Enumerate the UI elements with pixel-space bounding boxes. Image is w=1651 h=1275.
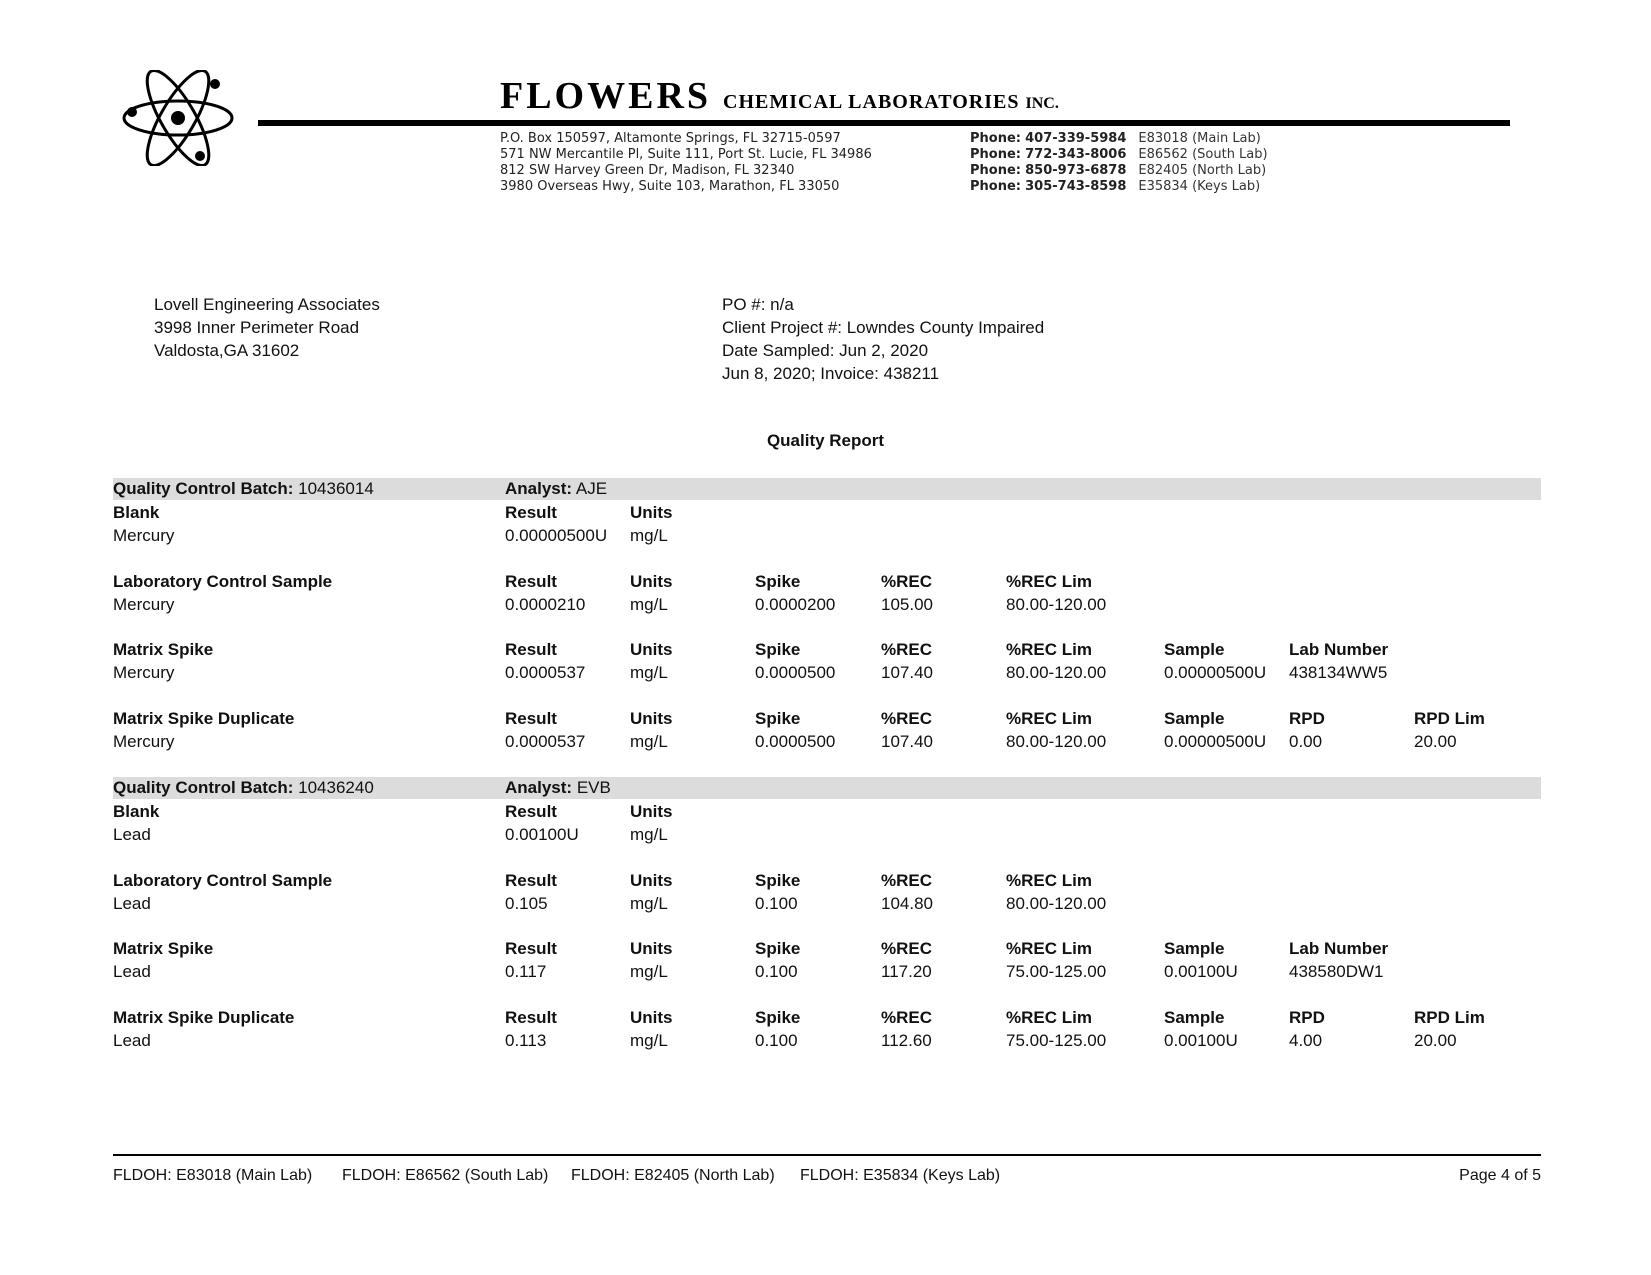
column-header: Blank	[113, 802, 160, 821]
phone-line	[970, 131, 1268, 147]
matrix-spike-header	[0, 937, 1651, 960]
table-cell: Mercury	[113, 663, 175, 682]
column-header: Result	[505, 802, 557, 821]
table-cell: 0.0000200	[755, 595, 836, 614]
batch-id: 10436014	[298, 479, 374, 498]
blank-row	[0, 524, 1651, 547]
column-header: RPD	[1289, 1008, 1325, 1027]
table-cell: 0.00100U	[505, 825, 579, 844]
order-info	[722, 293, 1044, 385]
footer-lab: FLDOH: E86562 (South Lab)	[342, 1167, 549, 1184]
phone-line	[970, 163, 1268, 179]
column-header: Laboratory Control Sample	[113, 572, 333, 591]
table-cell: 0.00000500U	[1164, 663, 1267, 682]
table-cell: mg/L	[630, 732, 668, 751]
table-cell: 0.00000500U	[505, 526, 608, 545]
analyst-name: AJE	[575, 479, 608, 498]
report-title: Quality Report	[766, 431, 885, 450]
column-header: Units	[630, 572, 673, 591]
blank-header	[0, 501, 1651, 524]
column-header: Units	[630, 640, 673, 659]
analyst-info	[505, 478, 607, 500]
laboratory-control-sample-header	[0, 869, 1651, 892]
batch-label: Quality Control Batch:	[113, 778, 294, 797]
phone-label: Phone:	[970, 131, 1021, 146]
table-cell: 112.60	[881, 1031, 932, 1050]
phone-label: Phone:	[970, 147, 1021, 162]
table-cell: 80.00-120.00	[1006, 732, 1107, 751]
batch-id: 10436240	[298, 778, 374, 797]
table-cell: 117.20	[881, 962, 932, 981]
table-cell: Lead	[113, 825, 151, 844]
table-cell: 104.80	[881, 894, 933, 913]
batch-info	[113, 478, 374, 500]
column-header: %REC	[881, 871, 933, 890]
invoice-line: Jun 8, 2020; Invoice: 438211	[722, 364, 940, 383]
column-header: Result	[505, 572, 557, 591]
table-cell: 0.113	[505, 1031, 547, 1050]
batch-label: Quality Control Batch:	[113, 479, 294, 498]
matrix-spike-duplicate-row	[0, 730, 1651, 753]
matrix-spike-duplicate-header	[0, 707, 1651, 730]
table-cell: 438134WW5	[1289, 663, 1388, 682]
phone-lab: E86562 (South Lab)	[1138, 147, 1268, 162]
table-cell: mg/L	[630, 595, 668, 614]
column-header: %REC Lim	[1006, 572, 1092, 591]
column-header: Result	[505, 640, 557, 659]
table-cell: Mercury	[113, 526, 175, 545]
column-header: Spike	[755, 709, 801, 728]
matrix-spike-duplicate-header	[0, 1006, 1651, 1029]
table-cell: 0.00	[1289, 732, 1323, 751]
column-header: RPD	[1289, 709, 1325, 728]
analyst-label: Analyst:	[505, 778, 573, 797]
table-cell: 20.00	[1414, 1031, 1457, 1050]
batch-info	[113, 777, 374, 799]
brand-suffix: INC.	[1025, 95, 1059, 112]
column-header: Spike	[755, 871, 801, 890]
column-header: Matrix Spike Duplicate	[113, 1008, 295, 1027]
client-name: Lovell Engineering Associates	[154, 295, 380, 314]
phone-lab: E82405 (North Lab)	[1138, 163, 1267, 178]
header-rule	[258, 120, 1510, 126]
matrix-spike-row	[0, 661, 1651, 684]
brand-sub: CHEMICAL LABORATORIES	[723, 91, 1020, 113]
column-header: %REC Lim	[1006, 939, 1092, 958]
analyst-info	[505, 777, 611, 799]
atom-logo-icon	[118, 70, 238, 166]
column-header: %REC Lim	[1006, 1008, 1092, 1027]
footer-rule	[113, 1154, 1541, 1156]
footer-lab: FLDOH: E35834 (Keys Lab)	[800, 1167, 1001, 1184]
address-line: 571 NW Mercantile Pl, Suite 111, Port St. Lucie, FL 34986	[500, 147, 872, 162]
column-header: Spike	[755, 640, 801, 659]
column-header: Lab Number	[1289, 640, 1389, 659]
client-city: Valdosta,GA 31602	[154, 341, 300, 360]
column-header: RPD Lim	[1414, 1008, 1485, 1027]
table-cell: 0.117	[505, 962, 547, 981]
address-line: P.O. Box 150597, Altamonte Springs, FL 32715-0597	[500, 131, 841, 146]
phone-number: 407-339-5984	[1025, 131, 1127, 146]
column-header: Matrix Spike Duplicate	[113, 709, 295, 728]
column-header: Result	[505, 709, 557, 728]
table-cell: 0.0000537	[505, 732, 586, 751]
phone-list	[970, 131, 1268, 195]
table-cell: 0.0000537	[505, 663, 586, 682]
phone-number: 305-743-8598	[1025, 179, 1127, 194]
phone-line	[970, 179, 1268, 195]
matrix-spike-row	[0, 960, 1651, 983]
table-cell: 0.100	[755, 894, 798, 913]
column-header: Matrix Spike	[113, 939, 214, 958]
blank-header	[0, 800, 1651, 823]
table-cell: 107.40	[881, 663, 933, 682]
po-number: PO #: n/a	[722, 295, 794, 314]
column-header: Result	[505, 871, 557, 890]
table-cell: 438580DW1	[1289, 962, 1384, 981]
table-cell: Lead	[113, 1031, 151, 1050]
laboratory-control-sample-row	[0, 593, 1651, 616]
table-cell: 0.100	[755, 962, 798, 981]
table-cell: Mercury	[113, 595, 175, 614]
matrix-spike-duplicate-row	[0, 1029, 1651, 1052]
analyst-name: EVB	[576, 778, 611, 797]
table-cell: 0.0000210	[505, 595, 586, 614]
table-cell: 4.00	[1289, 1031, 1323, 1050]
phone-label: Phone:	[970, 179, 1021, 194]
table-cell: 105.00	[881, 595, 933, 614]
column-header: Sample	[1164, 939, 1225, 958]
table-cell: 0.00000500U	[1164, 732, 1267, 751]
column-header: Lab Number	[1289, 939, 1389, 958]
column-header: %REC Lim	[1006, 871, 1092, 890]
table-cell: 80.00-120.00	[1006, 663, 1107, 682]
address-list	[500, 131, 872, 195]
column-header: Laboratory Control Sample	[113, 871, 333, 890]
column-header: %REC	[881, 640, 933, 659]
table-cell: mg/L	[630, 825, 668, 844]
table-cell: mg/L	[630, 894, 668, 913]
laboratory-control-sample-header	[0, 570, 1651, 593]
column-header: Result	[505, 503, 557, 522]
table-cell: Mercury	[113, 732, 175, 751]
phone-line	[970, 147, 1268, 163]
date-sampled: Date Sampled: Jun 2, 2020	[722, 341, 929, 360]
column-header: Spike	[755, 1008, 801, 1027]
table-cell: Lead	[113, 894, 151, 913]
brand-main: FLOWERS	[500, 75, 712, 117]
column-header: Units	[630, 939, 673, 958]
table-cell: Lead	[113, 962, 151, 981]
phone-lab: E83018 (Main Lab)	[1138, 131, 1261, 146]
footer-lab: FLDOH: E83018 (Main Lab)	[113, 1167, 313, 1184]
phone-label: Phone:	[970, 163, 1021, 178]
column-header: %REC	[881, 1008, 933, 1027]
column-header: Sample	[1164, 709, 1225, 728]
table-cell: 75.00-125.00	[1006, 1031, 1107, 1050]
client-project: Client Project #: Lowndes County Impaired	[722, 318, 1045, 337]
blank-row	[0, 823, 1651, 846]
column-header: Units	[630, 709, 673, 728]
column-header: %REC Lim	[1006, 709, 1092, 728]
client-address	[154, 293, 380, 362]
table-cell: 20.00	[1414, 732, 1457, 751]
batch-header	[0, 478, 1651, 500]
phone-number: 772-343-8006	[1025, 147, 1127, 162]
table-cell: 80.00-120.00	[1006, 595, 1107, 614]
column-header: Units	[630, 802, 673, 821]
table-cell: 107.40	[881, 732, 933, 751]
table-cell: mg/L	[630, 526, 668, 545]
column-header: Result	[505, 939, 557, 958]
analyst-label: Analyst:	[505, 479, 573, 498]
column-header: Blank	[113, 503, 160, 522]
phone-lab: E35834 (Keys Lab)	[1138, 179, 1261, 194]
table-cell: mg/L	[630, 1031, 668, 1050]
address-line: 3980 Overseas Hwy, Suite 103, Marathon, FL 33050	[500, 179, 840, 194]
table-cell: 0.00100U	[1164, 1031, 1238, 1050]
batch-header	[0, 777, 1651, 799]
matrix-spike-header	[0, 638, 1651, 661]
table-cell: 0.100	[755, 1031, 798, 1050]
column-header: Units	[630, 503, 673, 522]
phone-number: 850-973-6878	[1025, 163, 1127, 178]
column-header: %REC	[881, 709, 933, 728]
column-header: Sample	[1164, 1008, 1225, 1027]
company-brand	[500, 74, 1059, 118]
table-cell: 0.00100U	[1164, 962, 1238, 981]
table-cell: 0.0000500	[755, 732, 836, 751]
table-cell: 0.0000500	[755, 663, 836, 682]
column-header: %REC	[881, 939, 933, 958]
table-cell: 80.00-120.00	[1006, 894, 1107, 913]
column-header: %REC Lim	[1006, 640, 1092, 659]
table-cell: 0.105	[505, 894, 548, 913]
column-header: %REC	[881, 572, 933, 591]
table-cell: 75.00-125.00	[1006, 962, 1107, 981]
table-cell: mg/L	[630, 962, 668, 981]
column-header: Matrix Spike	[113, 640, 214, 659]
laboratory-control-sample-row	[0, 892, 1651, 915]
column-header: Units	[630, 871, 673, 890]
footer-lab: FLDOH: E82405 (North Lab)	[571, 1167, 775, 1184]
column-header: RPD Lim	[1414, 709, 1485, 728]
column-header: Sample	[1164, 640, 1225, 659]
column-header: Spike	[755, 572, 801, 591]
column-header: Result	[505, 1008, 557, 1027]
column-header: Spike	[755, 939, 801, 958]
page-number: Page 4 of 5	[1459, 1167, 1541, 1184]
address-line: 812 SW Harvey Green Dr, Madison, FL 32340	[500, 163, 795, 178]
column-header: Units	[630, 1008, 673, 1027]
table-cell: mg/L	[630, 663, 668, 682]
client-street: 3998 Inner Perimeter Road	[154, 318, 360, 337]
